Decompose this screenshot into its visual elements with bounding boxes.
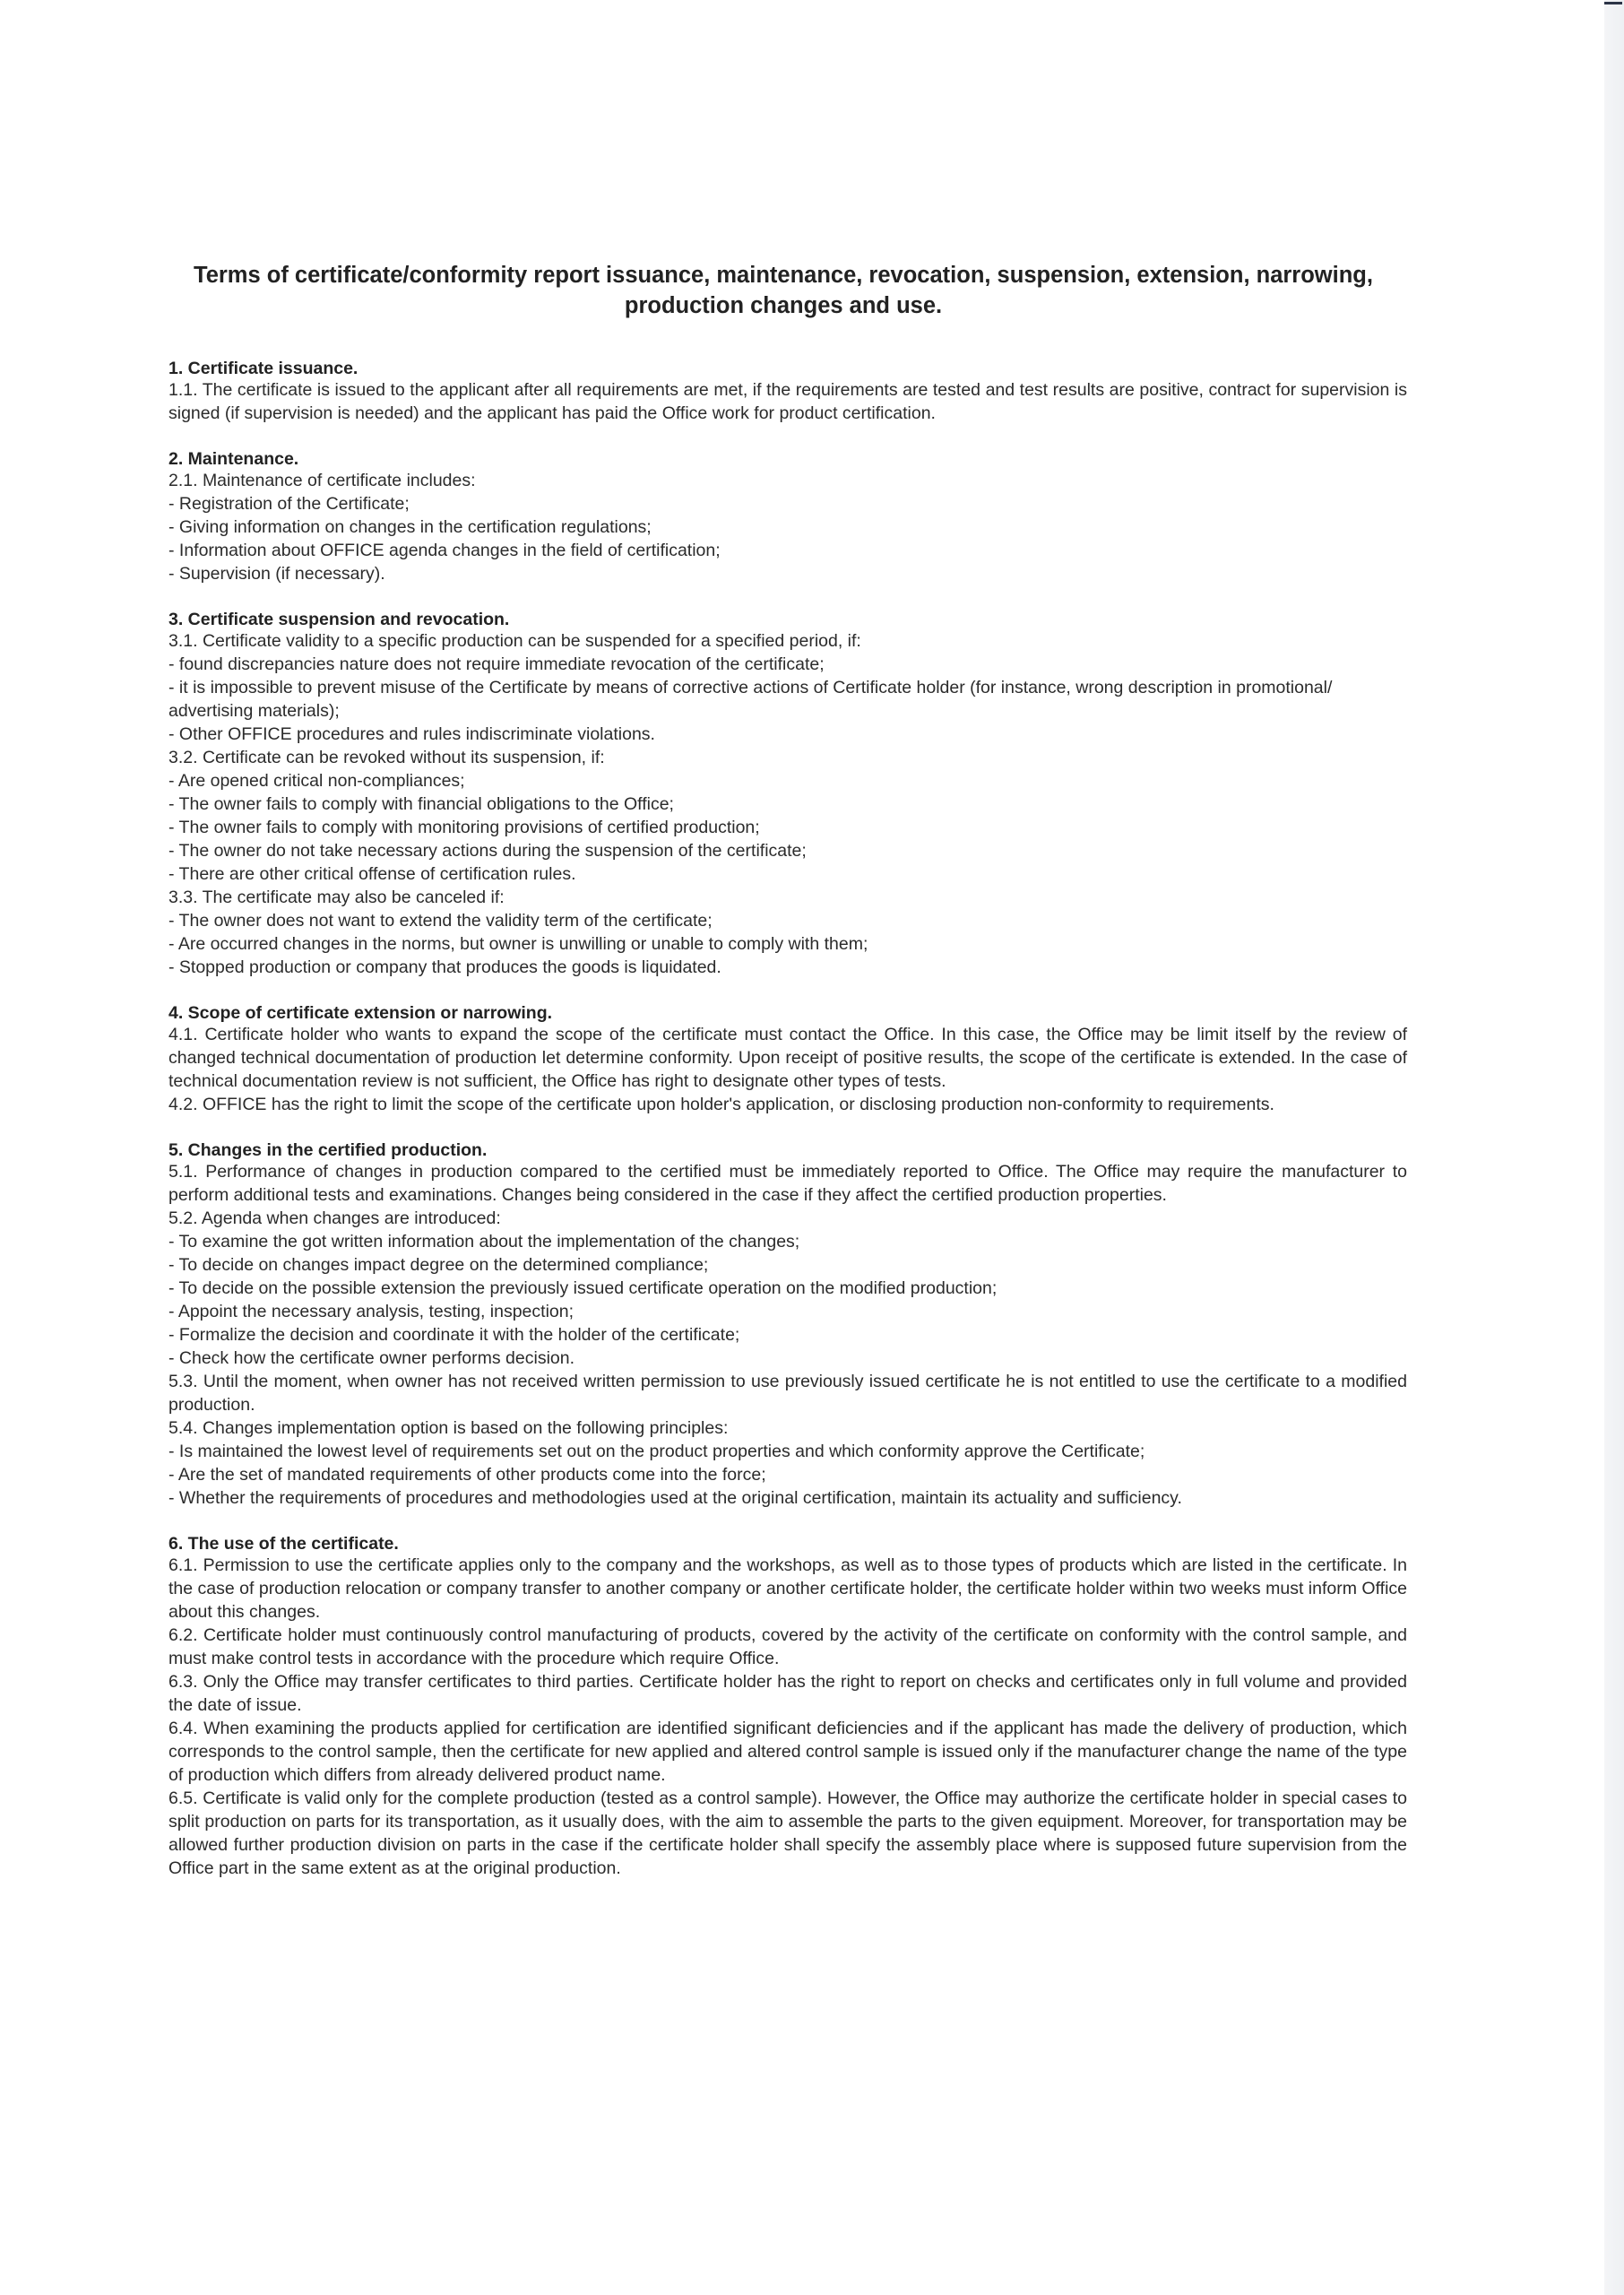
list-item: - The owner fails to comply with monitoring provisions of certified production; (168, 818, 760, 837)
document-title: Terms of certificate/conformity report issuance, maintenance, revocation, suspension, extension, narrowing, production changes and use. (194, 263, 1373, 318)
section-heading: 6. The use of the certificate. (168, 1534, 399, 1554)
clause-5-1: 5.1. Performance of changes in production compared to the certified must be immediately reported to Office. The Office may require the manufacturer to perform additional tests and examinations. Changes being considered in the case if they affect the certified production properties. (168, 1162, 1407, 1205)
list-item: - Supervision (if necessary). (168, 564, 385, 584)
clause-1-1: 1.1. The certificate is issued to the applicant after all requirements are met, if the requirements are tested and test results are positive, contract for supervision is signed (if supervision is needed) and the applicant has paid the Office work for product certification. (168, 380, 1407, 423)
clause-3-3: 3.3. The certificate may also be canceled if: (168, 888, 505, 907)
list-item: - To examine the got written information about the implementation of the changes; (168, 1232, 800, 1251)
list-item: - Check how the certificate owner performs decision. (168, 1348, 575, 1368)
clause-4-1: 4.1. Certificate holder who wants to expand the scope of the certificate must contact the Office. In this case, the Office may be limit itself by the review of changed technical documentation of production let determine conformity. Upon receipt of positive results, the scope of the certificate is extended. In the case of technical documentation review is not sufficient, the Office has right to designate other types of tests. (168, 1025, 1407, 1091)
section-scope-extension (168, 1003, 1407, 1116)
list-item: - The owner fails to comply with financial obligations to the Office; (168, 794, 674, 814)
scan-edge-shadow (1604, 0, 1624, 2295)
list-item: - Are occurred changes in the norms, but owner is unwilling or unable to comply with them; (168, 934, 868, 954)
scan-mark (1604, 2, 1622, 4)
list-item: - The owner do not take necessary actions during the suspension of the certificate; (168, 841, 807, 861)
list-item: - To decide on changes impact degree on the determined compliance; (168, 1255, 709, 1275)
list-item: - The owner does not want to extend the validity term of the certificate; (168, 911, 713, 931)
list-item: - There are other critical offense of certification rules. (168, 864, 576, 884)
clause-6-4: 6.4. When examining the products applied for certification are identified significant deficiencies and if the applicant has made the delivery of production, which corresponds to the control sample, then the certificate for new applied and altered control sample is issued only if the manufacturer change the name of the type of production which differs from already delivered product name. (168, 1719, 1407, 1785)
clause-6-1: 6.1. Permission to use the certificate applies only to the company and the workshops, as well as to those types of products which are listed in the certificate. In the case of production relocation or company transfer to another company or another certificate holder, the certificate holder within two weeks must inform Office about this changes. (168, 1555, 1407, 1622)
list-item: - Is maintained the lowest level of requirements set out on the product properties and which conformity approve the Certificate; (168, 1442, 1145, 1461)
clause-5-4: 5.4. Changes implementation option is based on the following principles: (168, 1418, 729, 1438)
section-maintenance (168, 449, 1407, 585)
list-item: - Giving information on changes in the certification regulations; (168, 517, 652, 537)
list-item: - Information about OFFICE agenda changes in the field of certification; (168, 541, 721, 560)
section-heading: 3. Certificate suspension and revocation. (168, 610, 510, 629)
list-item: - Whether the requirements of procedures and methodologies used at the original certification, maintain its actuality and sufficiency. (168, 1488, 1182, 1508)
list-item: - Other OFFICE procedures and rules indiscriminate violations. (168, 724, 655, 744)
clause-6-5: 6.5. Certificate is valid only for the complete production (tested as a control sample). However, the Office may authorize the certificate holder in special cases to split production on parts for its transportation, as it usually does, with the aim to assemble the parts to the given equipment. Moreover, for transportation may be allowed further production division on parts in the case if the certificate holder shall specify the assembly place where is supposed future supervision from the Office part in the same extent as at the original production. (168, 1788, 1407, 1878)
section-heading: 1. Certificate issuance. (168, 359, 358, 378)
clause-3-1: 3.1. Certificate validity to a specific production can be suspended for a specified period, if: (168, 631, 861, 651)
list-item: - it is impossible to prevent misuse of the Certificate by means of corrective actions of Certificate holder (for instance, wrong description in promotional/ advertising materials); (168, 678, 1333, 721)
list-item: - To decide on the possible extension the previously issued certificate operation on the modified production; (168, 1278, 998, 1298)
clause-5-2: 5.2. Agenda when changes are introduced: (168, 1208, 501, 1228)
section-heading: 5. Changes in the certified production. (168, 1140, 488, 1160)
list-item: - found discrepancies nature does not require immediate revocation of the certificate; (168, 654, 825, 674)
clause-3-2: 3.2. Certificate can be revoked without its suspension, if: (168, 748, 605, 767)
clause-5-3: 5.3. Until the moment, when owner has not received written permission to use previously issued certificate he is not entitled to use the certificate to a modified production. (168, 1372, 1407, 1415)
section-certificate-use (168, 1534, 1407, 1880)
section-heading: 2. Maintenance. (168, 449, 299, 469)
list-item: - Are opened critical non-compliances; (168, 771, 465, 791)
list-item: - Appoint the necessary analysis, testing, inspection; (168, 1302, 574, 1321)
list-item: - Stopped production or company that produces the goods is liquidated. (168, 957, 721, 977)
section-production-changes (168, 1140, 1407, 1510)
list-item: - Formalize the decision and coordinate it with the holder of the certificate; (168, 1325, 740, 1345)
section-suspension-revocation (168, 610, 1407, 979)
clause-2-1: 2.1. Maintenance of certificate includes: (168, 471, 476, 490)
clause-6-2: 6.2. Certificate holder must continuously control manufacturing of products, covered by the activity of the certificate on conformity with the control sample, and must make control tests in accordance with the procedure which require Office. (168, 1625, 1407, 1668)
list-item: - Registration of the Certificate; (168, 494, 410, 514)
section-heading: 4. Scope of certificate extension or narrowing. (168, 1003, 553, 1023)
document-page (168, 260, 1407, 1904)
list-item: - Are the set of mandated requirements of other products come into the force; (168, 1465, 766, 1485)
section-certificate-issuance (168, 359, 1407, 425)
clause-6-3: 6.3. Only the Office may transfer certificates to third parties. Certificate holder has the right to report on checks and certificates only in full volume and provided the date of issue. (168, 1672, 1407, 1715)
clause-4-2: 4.2. OFFICE has the right to limit the scope of the certificate upon holder's application, or disclosing production non-conformity to requirements. (168, 1095, 1274, 1114)
